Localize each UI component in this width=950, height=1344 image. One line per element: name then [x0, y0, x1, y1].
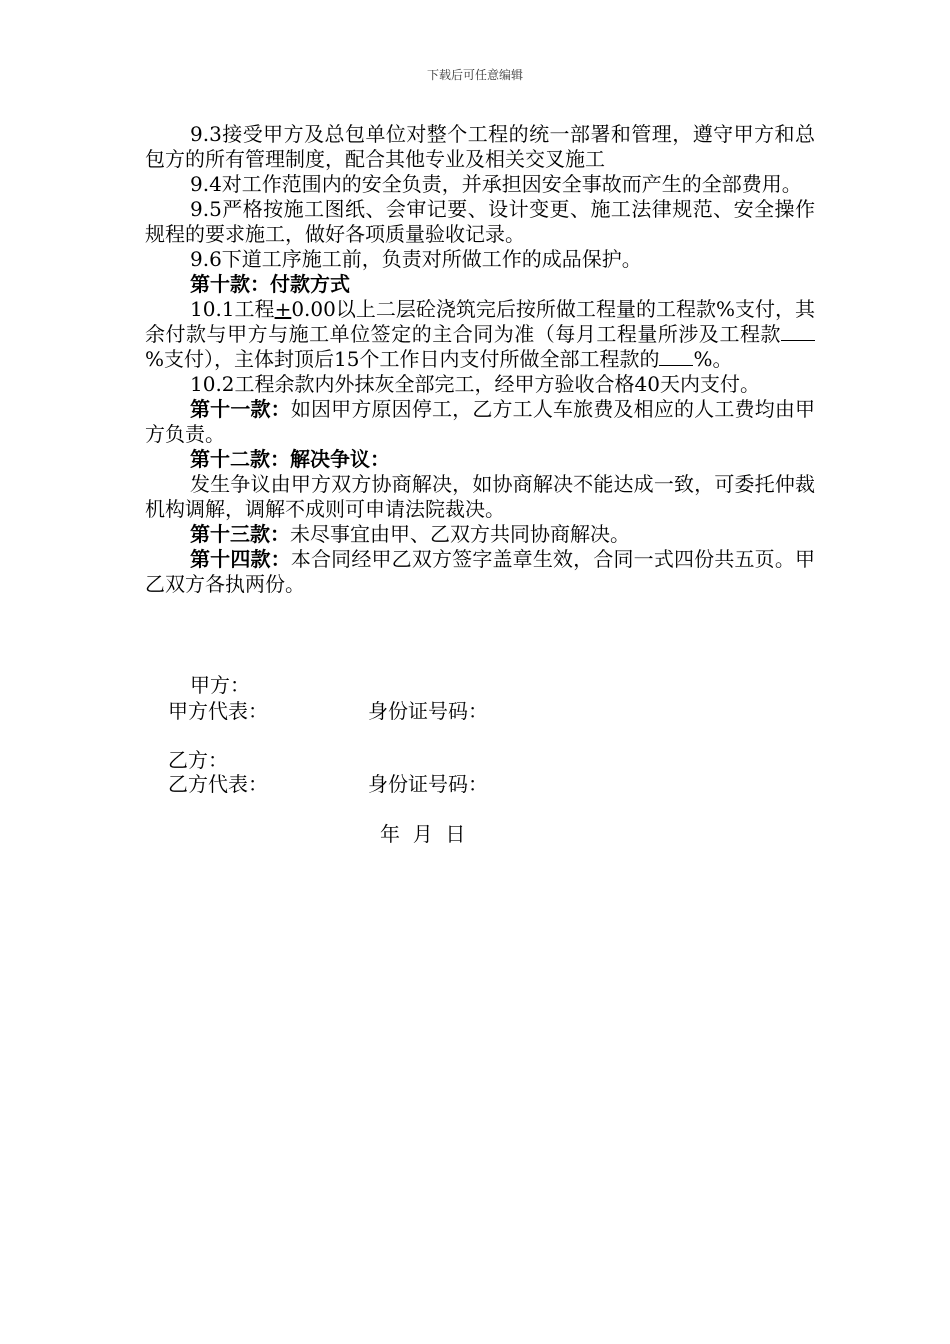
clause-10-1	[145, 297, 815, 372]
date-line: 年 月 日	[380, 822, 466, 846]
clause-11-title: 第十一款：	[190, 397, 291, 421]
blank-field-monthly-percent	[781, 322, 815, 341]
clause-10-1-part-c: %支付），主体封顶后15个工作日内支付所做全部工程款的	[145, 347, 660, 371]
clause-9-3: 9.3接受甲方及总包单位对整个工程的统一部署和管理，遵守甲方和总包方的所有管理制度，配合其他专业及相关交叉施工	[145, 122, 815, 171]
clause-10-1-part-b: 0.00以上二层砼浇筑完后按所做工程量的工程款%支付，其余付款与甲方与施工单位签定的主合同为准（每月工程量所涉及工程款	[145, 297, 816, 346]
contract-body	[145, 122, 815, 597]
party-a-id-label: 身份证号码：	[368, 699, 488, 723]
blank-field-total-percent	[659, 347, 693, 366]
clause-9-4: 9.4对工作范围内的安全负责，并承担因安全事故而产生的全部费用。	[190, 172, 802, 196]
clause-11	[145, 397, 815, 447]
clause-10-1-part-d: %。	[693, 347, 733, 371]
party-b-representative-label: 乙方代表：	[168, 772, 268, 796]
clause-14-text: 本合同经甲乙双方签字盖章生效，合同一式四份共五页。甲乙双方各执两份。	[145, 547, 816, 596]
party-a-label: 甲方：	[190, 673, 250, 697]
party-a-representative-label: 甲方代表：	[168, 699, 268, 723]
party-b-id-label: 身份证号码：	[368, 772, 488, 796]
clause-13	[145, 522, 815, 547]
clause-12-heading	[145, 447, 815, 472]
clause-9-6: 9.6下道工序施工前，负责对所做工作的成品保护。	[190, 247, 642, 271]
clause-10-2: 10.2工程余款内外抹灰全部完工，经甲方验收合格40天内支付。	[190, 372, 760, 396]
clause-10-heading	[145, 272, 815, 297]
clause-10-title: 第十款：付款方式	[190, 272, 350, 296]
clause-10-1-part-a: 10.1工程	[190, 297, 275, 321]
clause-12-title: 第十二款：解决争议：	[190, 447, 390, 471]
clause-13-title: 第十三款：	[190, 522, 290, 546]
clause-9-5: 9.5严格按施工图纸、会审记要、设计变更、施工法律规范、安全操作规程的要求施工，做好各项质量验收记录。	[145, 197, 815, 246]
plus-minus-sign: +	[274, 297, 292, 321]
page-header-note: 下载后可任意编辑	[426, 68, 523, 82]
clause-11-text: 如因甲方原因停工，乙方工人车旅费及相应的人工费均由甲方负责。	[145, 397, 816, 446]
clause-12-text: 发生争议由甲方双方协商解决，如协商解决不能达成一致，可委托仲裁机构调解，调解不成则可申请法院裁决。	[145, 472, 815, 521]
clause-14	[145, 547, 815, 597]
clause-14-title: 第十四款：	[190, 547, 291, 571]
clause-13-text: 未尽事宜由甲、乙双方共同协商解决。	[290, 522, 630, 546]
party-b-label: 乙方：	[168, 748, 228, 772]
